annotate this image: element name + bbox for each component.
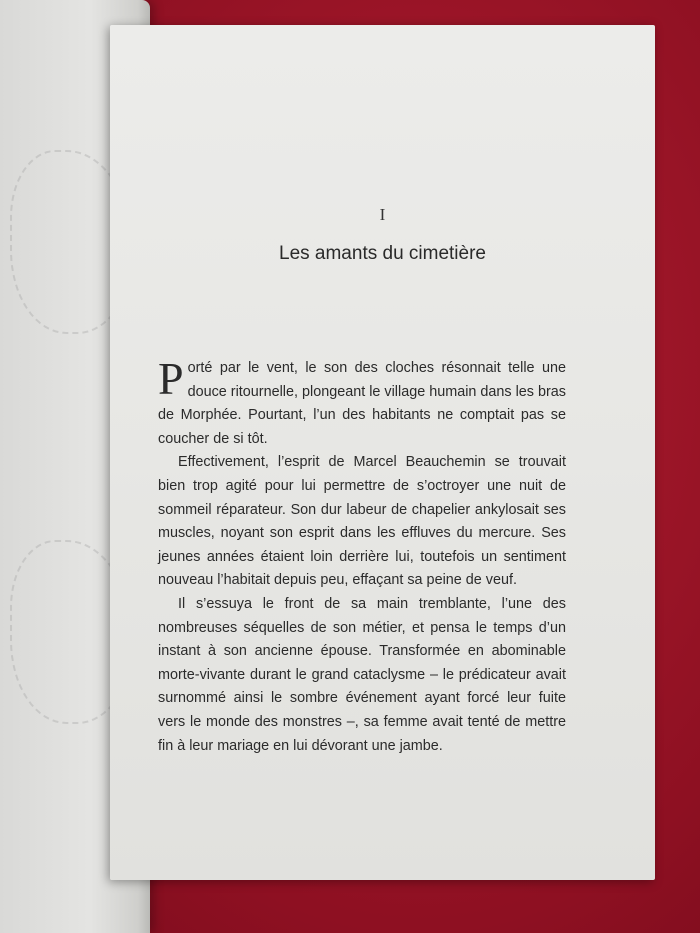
book-page [110, 25, 655, 880]
paragraph-3: Il s’essuya le front de sa main tremblante, l’une des nombreuses séquelles de son métier, et pensa le temps d’un instant à son ancienne épouse. Transformée en abominable morte-vivante durant le grand cataclysme – le prédicateur avait surnommé ainsi le sombre événement ayant forcé leur fuite vers le monde des monstres –, sa femme avait tenté de mettre fin à leur mariage en lui dévorant une jambe. [158, 595, 566, 754]
chapter-title: Les amants du cimetière [279, 243, 486, 264]
chapter-body [158, 353, 566, 758]
drop-cap: P [158, 353, 184, 404]
chapter-number: I [379, 205, 386, 224]
paragraph-2: Effectivement, l’esprit de Marcel Beauchemin se trouvait bien trop agité pour lui permettre de s’octroyer une nuit de sommeil réparateur. Son dur labeur de chapelier ankylosait ses muscles, noyant son esprit dans les effluves du mercure. Ses jeunes années étaient loin derrière lui, toutefois un sentiment nouveau l’habitait depuis peu, effaçant sa peine de veuf. [158, 454, 566, 589]
paragraph-1 [158, 353, 566, 451]
paragraph-1-text: orté par le vent, le son des cloches résonnait telle une douce ritournelle, plongeant le village humain dans les bras de Morphée. Pourtant, l’un des habitants ne comptait pas se coucher de si tôt. [158, 360, 566, 447]
